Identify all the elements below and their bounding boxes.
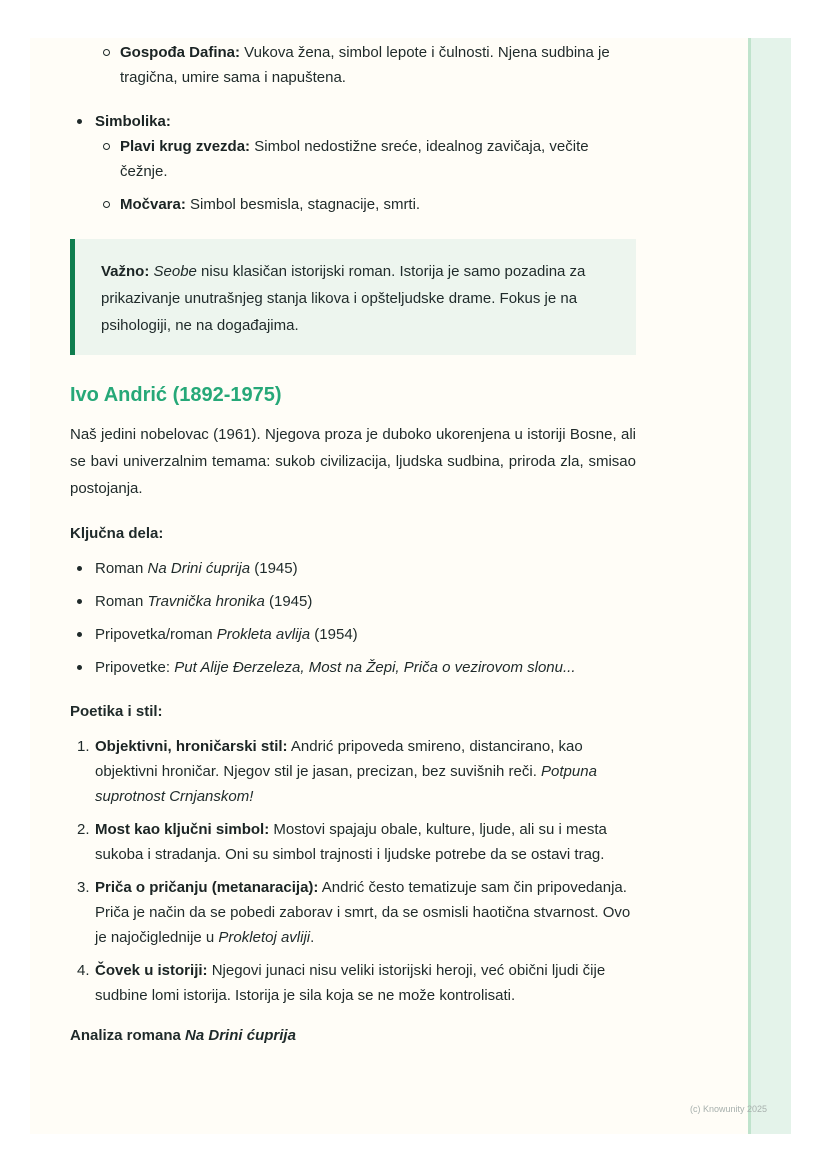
work-item — [70, 622, 636, 647]
poetics-item — [70, 875, 636, 950]
symbol-text: Simbol nedostižne sreće, idealnog zavičaja, večite čežnje. — [120, 138, 589, 180]
item-number: 3. — [77, 879, 90, 896]
callout-term: Važno: — [101, 263, 150, 280]
work-year: (1945) — [264, 593, 313, 610]
work-title: Prokleta avlija — [216, 626, 311, 643]
symbol-item — [70, 192, 636, 217]
work-item — [70, 589, 636, 614]
section-intro: Naš jedini nobelovac (1961). Njegova proza je duboko ukorenjena u istoriji Bosne, ali se bavi univerzalnim temama: sukob civilizacija, ljudska sudbina, priroda zla, smisao postojanja. — [70, 426, 636, 497]
important-callout — [70, 239, 636, 355]
poetics-term: Čovek u istoriji: — [95, 962, 208, 979]
work-year: (1954) — [310, 626, 358, 643]
works-list — [70, 556, 636, 680]
callout-text: nisu klasičan istorijski roman. Istorija je samo pozadina za prikazivanje unutrašnjeg stanja likova i opšteljudske drame. Fokus je na psihologiji, ne na događajima. — [101, 263, 586, 334]
work-prefix: Roman — [95, 593, 148, 610]
symbolism-list — [70, 109, 636, 217]
analysis-prefix: Analiza romana — [70, 1027, 186, 1044]
work-item — [70, 655, 636, 680]
character-text: Vukova žena, simbol lepote i čulnosti. Njena sudbina je tragična, umire sama i napuštena. — [120, 44, 610, 86]
work-title: Na Drini ćuprija — [147, 560, 251, 577]
character-list — [70, 40, 636, 90]
analysis-heading — [70, 1023, 636, 1048]
symbol-text: Simbol besmisla, stagnacije, smrti. — [185, 196, 421, 213]
work-title: Put Alije Đerzeleza, Most na Žepi, Priča o vezirovom slonu... — [174, 659, 576, 676]
character-term: Gospođa Dafina: — [120, 44, 241, 61]
copyright-footer: (c) Knowunity 2025 — [690, 1104, 768, 1114]
poetics-text: Njegovi junaci nisu veliki istorijski heroji, već obični ljudi čije sudbine lomi istorija. Istorija je sila koja se ne može kontrolisati. — [95, 962, 606, 1004]
side-panel — [748, 38, 791, 1134]
side-accent-line — [748, 38, 751, 1134]
symbol-item — [70, 134, 636, 184]
character-item-dafina — [70, 40, 636, 90]
poetics-term: Objektivni, hroničarski stil: — [95, 738, 288, 755]
poetics-italic: Prokletoj avliji — [218, 929, 311, 946]
poetics-text: Mostovi spajaju obale, kulture, ljude, ali su i mesta sukoba i stradanja. Oni su simbol trajnosti i ljudske potrebe da se ostavi trag. — [95, 821, 607, 863]
item-number: 1. — [77, 738, 90, 755]
symbolism-heading-label: Simbolika: — [95, 113, 171, 130]
poetics-heading: Poetika i stil: — [70, 703, 163, 720]
callout-italic: Seobe — [153, 263, 197, 280]
work-prefix: Pripovetke: — [95, 659, 175, 676]
poetics-text: Andrić pripoveda smireno, distancirano, kao objektivni hroničar. Njegov stil je jasan, precizan, bez suvišnih reči. — [95, 738, 583, 780]
poetics-text: Andrić često tematizuje sam čin pripovedanja. Priča je način da se pobedi zaborav i smrt, da se osmisli haotična stvarnost. Ovo je najočiglednije u — [95, 879, 631, 946]
poetics-term: Priča o pričanju (metanaracija): — [95, 879, 319, 896]
work-year: (1945) — [250, 560, 298, 577]
document-content — [70, 40, 636, 1058]
poetics-italic: Potpuna suprotnost Crnjanskom! — [95, 763, 597, 805]
poetics-term: Most kao ključni simbol: — [95, 821, 270, 838]
work-item — [70, 556, 636, 581]
work-title: Travnička hronika — [147, 593, 265, 610]
poetics-item — [70, 958, 636, 1008]
work-prefix: Pripovetka/roman — [95, 626, 217, 643]
poetics-after: . — [310, 929, 315, 946]
item-number: 4. — [77, 962, 90, 979]
poetics-list — [70, 734, 636, 1008]
symbol-term: Močvara: — [120, 196, 186, 213]
works-heading: Ključna dela: — [70, 525, 164, 542]
poetics-item — [70, 734, 636, 809]
symbolism-heading — [70, 109, 636, 134]
work-prefix: Roman — [95, 560, 148, 577]
poetics-item — [70, 817, 636, 867]
section-title: Ivo Andrić (1892-1975) — [70, 384, 282, 406]
analysis-title: Na Drini ćuprija — [185, 1027, 296, 1044]
symbol-term: Plavi krug zvezda: — [120, 138, 251, 155]
item-number: 2. — [77, 821, 90, 838]
